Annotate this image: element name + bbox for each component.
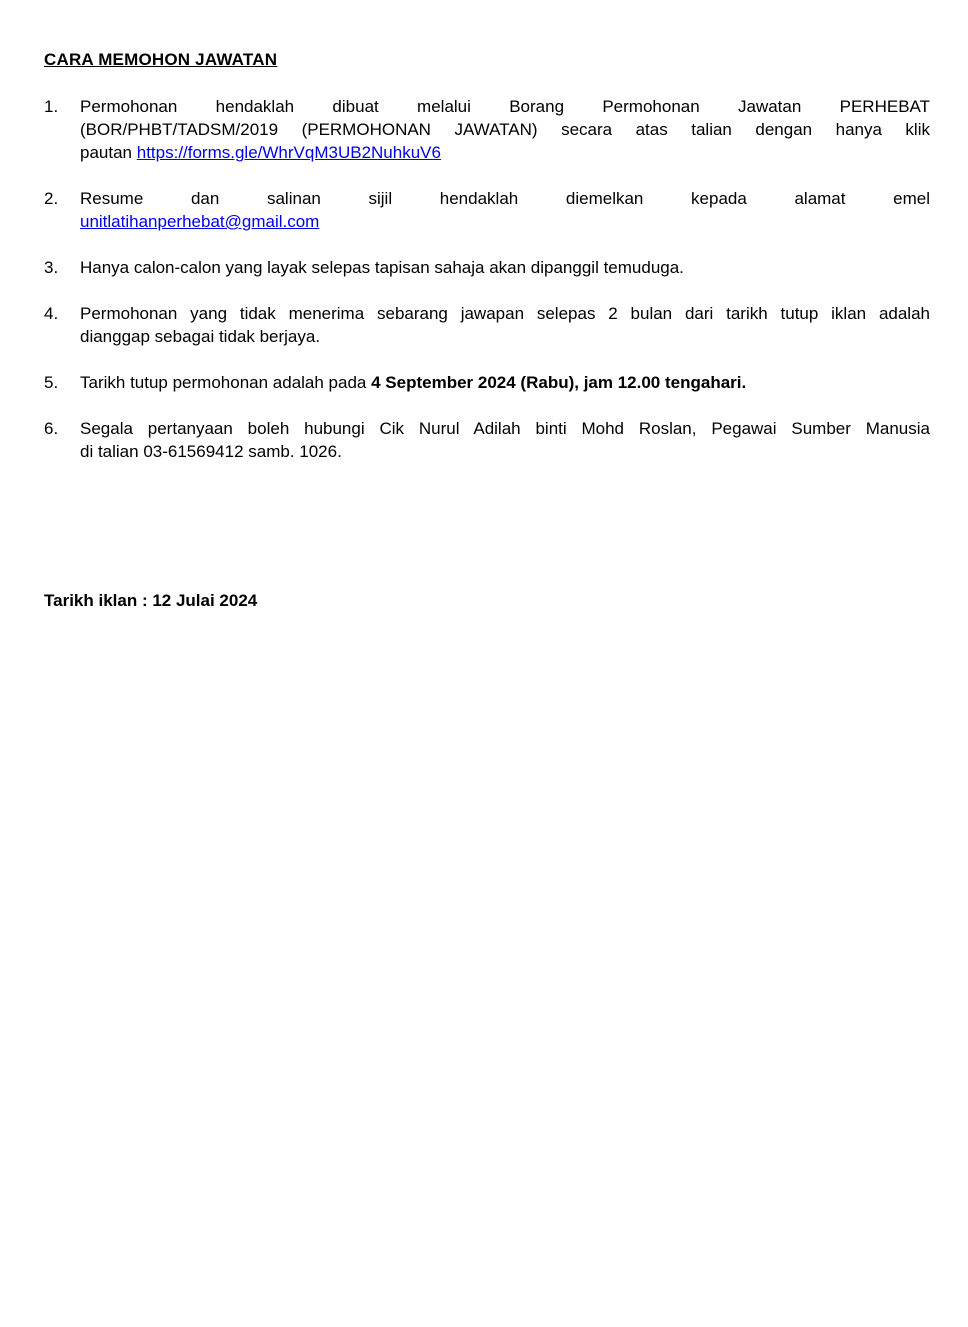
- list-item-3: [44, 256, 930, 279]
- list-item-5: [44, 371, 930, 394]
- closing-date-prefix: Tarikh tutup permohonan adalah pada: [80, 373, 367, 392]
- list-item-2: [44, 187, 930, 233]
- paragraph-line: [80, 141, 930, 164]
- paragraph-line: (BOR/PHBT/TADSM/2019 (PERMOHONAN JAWATAN) secara atas talian dengan hanya klik: [80, 120, 930, 139]
- paragraph-line: di talian 03-61569412 samb. 1026.: [80, 442, 342, 461]
- paragraph-line: [80, 210, 930, 233]
- list-item-body: [80, 417, 930, 463]
- list-item-body: [80, 371, 930, 394]
- list-item-number: 4.: [44, 304, 59, 323]
- list-item-4: [44, 302, 930, 348]
- list-item-body: [80, 256, 930, 279]
- list-item-number: 5.: [44, 373, 59, 392]
- list-item-number: 2.: [44, 189, 59, 208]
- paragraph-line: Hanya calon-calon yang layak selepas tapisan sahaja akan dipanggil temuduga.: [80, 258, 684, 277]
- list-item-1: [44, 95, 930, 164]
- paragraph-line: Permohonan hendaklah dibuat melalui Borang Permohonan Jawatan PERHEBAT: [80, 97, 930, 116]
- closing-date-bold-text: 4 September 2024 (Rabu), jam 12.00 tengahari.: [371, 373, 747, 392]
- list-item-body: [80, 95, 930, 164]
- advert-date: Tarikh iklan : 12 Julai 2024: [44, 591, 258, 610]
- application-form-link[interactable]: https://forms.gle/WhrVqM3UB2NuhkuV6: [136, 143, 441, 162]
- link-prefix-text: pautan: [80, 143, 132, 162]
- paragraph-line: dianggap sebagai tidak berjaya.: [80, 327, 321, 346]
- list-item-number: 6.: [44, 419, 59, 438]
- list-item-6: [44, 417, 930, 463]
- list-item-number: 1.: [44, 97, 59, 116]
- list-item-body: [80, 187, 930, 233]
- paragraph-line: Permohonan yang tidak menerima sebarang jawapan selepas 2 bulan dari tarikh tutup iklan adalah: [80, 304, 930, 323]
- list-item-number: 3.: [44, 258, 59, 277]
- paragraph-line: Segala pertanyaan boleh hubungi Cik Nurul Adilah binti Mohd Roslan, Pegawai Sumber Manusia: [80, 419, 930, 438]
- document-heading: CARA MEMOHON JAWATAN: [44, 50, 278, 69]
- email-link[interactable]: unitlatihanperhebat@gmail.com: [80, 212, 320, 231]
- paragraph-line: [80, 371, 930, 394]
- list-item-body: [80, 302, 930, 348]
- instruction-list: [44, 95, 930, 463]
- paragraph-line: Resume dan salinan sijil hendaklah diemelkan kepada alamat emel: [80, 189, 930, 208]
